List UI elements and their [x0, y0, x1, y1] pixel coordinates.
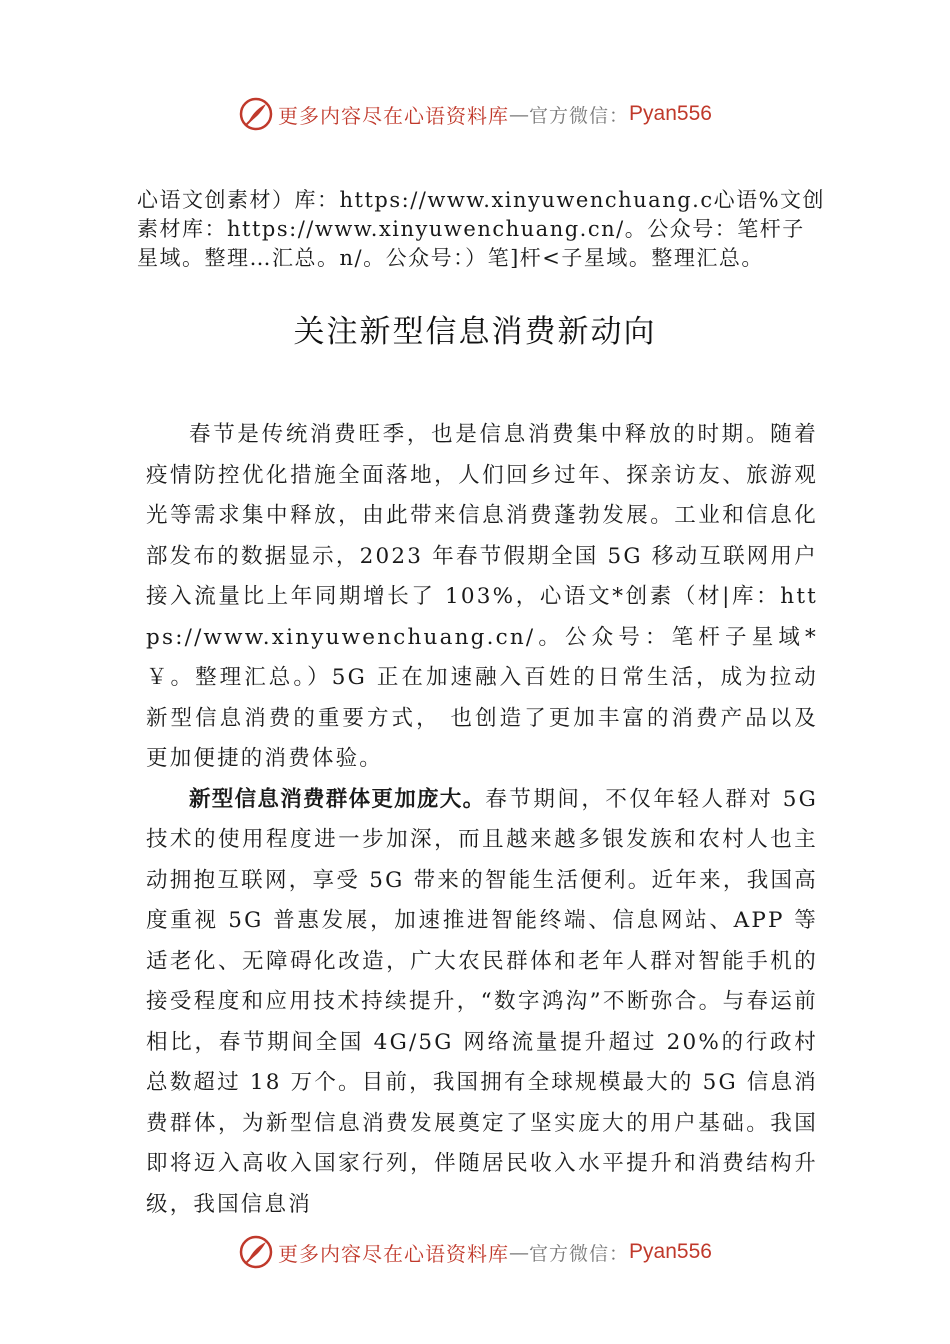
page-title: 关注新型信息消费新动向 [293, 314, 657, 350]
banner-wechat-label: 官方微信： [529, 1242, 630, 1265]
paragraph-lead: 新型信息消费群体更加庞大。 [189, 786, 486, 812]
paragraph-text: 春节是传统消费旺季，也是信息消费集中释放的时期。随着疫情防控优化措施全面落地，人们回乡过年、探亲访友、旅游观光等需求集中释放，由此带来信息消费蓬勃发展。工业和信息化部发布的数据显示，2023 年春节假期全国 5G 移动互联网用户接入流量比上年同期增长了 103%，心语文*创素（材|库：https://www.xinyuwenchuang.cn/。公众号：笔杆子星域*￥。整理汇总。）5G 正在加速融入百姓的日常生活，成为拉动新型信息消费的重要方式， 也创造了更加丰富的消费产品以及更加便捷的消费体验。 [146, 422, 818, 771]
watermark-noise-text: 心语文创素材）库：https://www.xinyuwenchuang.c心语%文创素材库：https://www.xinyuwenchuang.cn/。公众号：笔杆子星域。整理…汇总。n/。公众号：）笔]杆<子星域。整理汇总。 [137, 188, 826, 270]
banner-wechat-id: Pyan556 [629, 1240, 712, 1263]
banner-wechat-label: 官方微信： [529, 104, 630, 127]
paragraph-text: 春节期间，不仅年轻人群对 5G 技术的使用程度进一步加深，而且越来越多银发族和农村人也主动拥抱互联网，享受 5G 带来的智能生活便利。近年来，我国高度重视 5G 普惠发展，加速推进智能终端、信息网站、APP 等适老化、无障碍化改造，广大农民群体和老年人群对智能手机的接受程度和应用技术持续提升，“数字鸿沟”不断弥合。与春运前相比，春节期间全国 4G/5G 网络流量提升超过 20%的行政村总数超过 18 万个。目前，我国拥有全球规模最大的 5G 信息消费群体，为新型信息消费发展奠定了坚实庞大的用户基础。我国即将迈入高收入国家行列，伴随居民收入水平提升和消费结构升级，我国信息消 [146, 786, 818, 1217]
banner-separator: — [509, 102, 530, 126]
article-body [146, 415, 818, 1225]
paragraph-1 [146, 415, 818, 780]
banner-separator: — [509, 1240, 530, 1264]
feather-pen-logo-icon [238, 1234, 274, 1270]
banner-wechat-id: Pyan556 [629, 102, 712, 125]
paragraph-2 [146, 780, 818, 1226]
feather-pen-logo-icon [238, 96, 274, 132]
banner-slogan: 更多内容尽在心语资料库 [278, 1241, 510, 1266]
banner-slogan: 更多内容尽在心语资料库 [278, 103, 510, 128]
header-banner [0, 94, 950, 134]
footer-banner [0, 1232, 950, 1272]
